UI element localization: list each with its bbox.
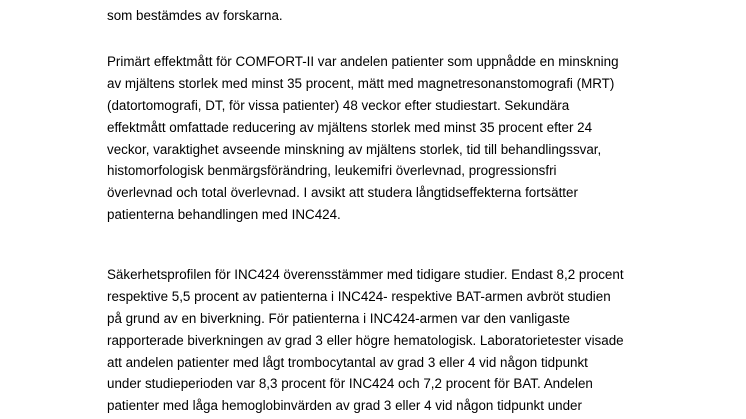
paragraph-safety-profile	[107, 264, 727, 417]
paragraph-intro-tail	[107, 5, 727, 27]
text-line: rapporterade biverkningen av grad 3 eller högre hematologisk. Laboratorietester visade	[107, 332, 624, 348]
text-line: histomorfologisk benmärgsförändring, leukemifri överlevnad, progressionsfri	[107, 163, 557, 179]
text-line: överlevnad och total överlevnad. I avsikt att studera långtidseffekterna fortsätter	[107, 185, 578, 201]
text-line: under studieperioden var 8,3 procent för INC424 och 7,2 procent för BAT. Andelen	[107, 376, 593, 392]
text-line: effektmått omfattade reducering av mjältens storlek med minst 35 procent efter 24	[107, 119, 593, 135]
text-line: av mjältens storlek med minst 35 procent, mätt med magnetresonanstomografi (MRT)	[107, 75, 615, 91]
text-line: på grund av en biverkning. För patienterna i INC424-armen var den vanligaste	[107, 310, 570, 326]
paragraph-endpoints	[107, 51, 727, 226]
text-line: Säkerhetsprofilen för INC424 överensstämmer med tidigare studier. Endast 8,2 procent	[107, 267, 624, 282]
text-line: respektive 5,5 procent av patienterna i INC424- respektive BAT-armen avbröt studien	[107, 288, 611, 304]
text-line: att andelen patienter med lågt trombocytantal av grad 3 eller 4 vid någon tidpunkt	[107, 354, 588, 370]
text-line: patienter med låga hemoglobinvärden av grad 3 eller 4 vid någon tidpunkt under	[107, 398, 582, 414]
text-line: patienterna behandlingen med INC424.	[107, 207, 341, 223]
text-line: som bestämdes av forskarna.	[107, 8, 283, 23]
text-line: veckor, varaktighet avseende minskning av mjältens storlek, tid till behandlingssvar,	[107, 141, 602, 157]
text-line: (datortomografi, DT, för vissa patienter) 48 veckor efter studiestart. Sekundära	[107, 97, 570, 113]
text-line: Primärt effektmått för COMFORT-II var andelen patienter som uppnådde en minskning	[107, 54, 619, 69]
